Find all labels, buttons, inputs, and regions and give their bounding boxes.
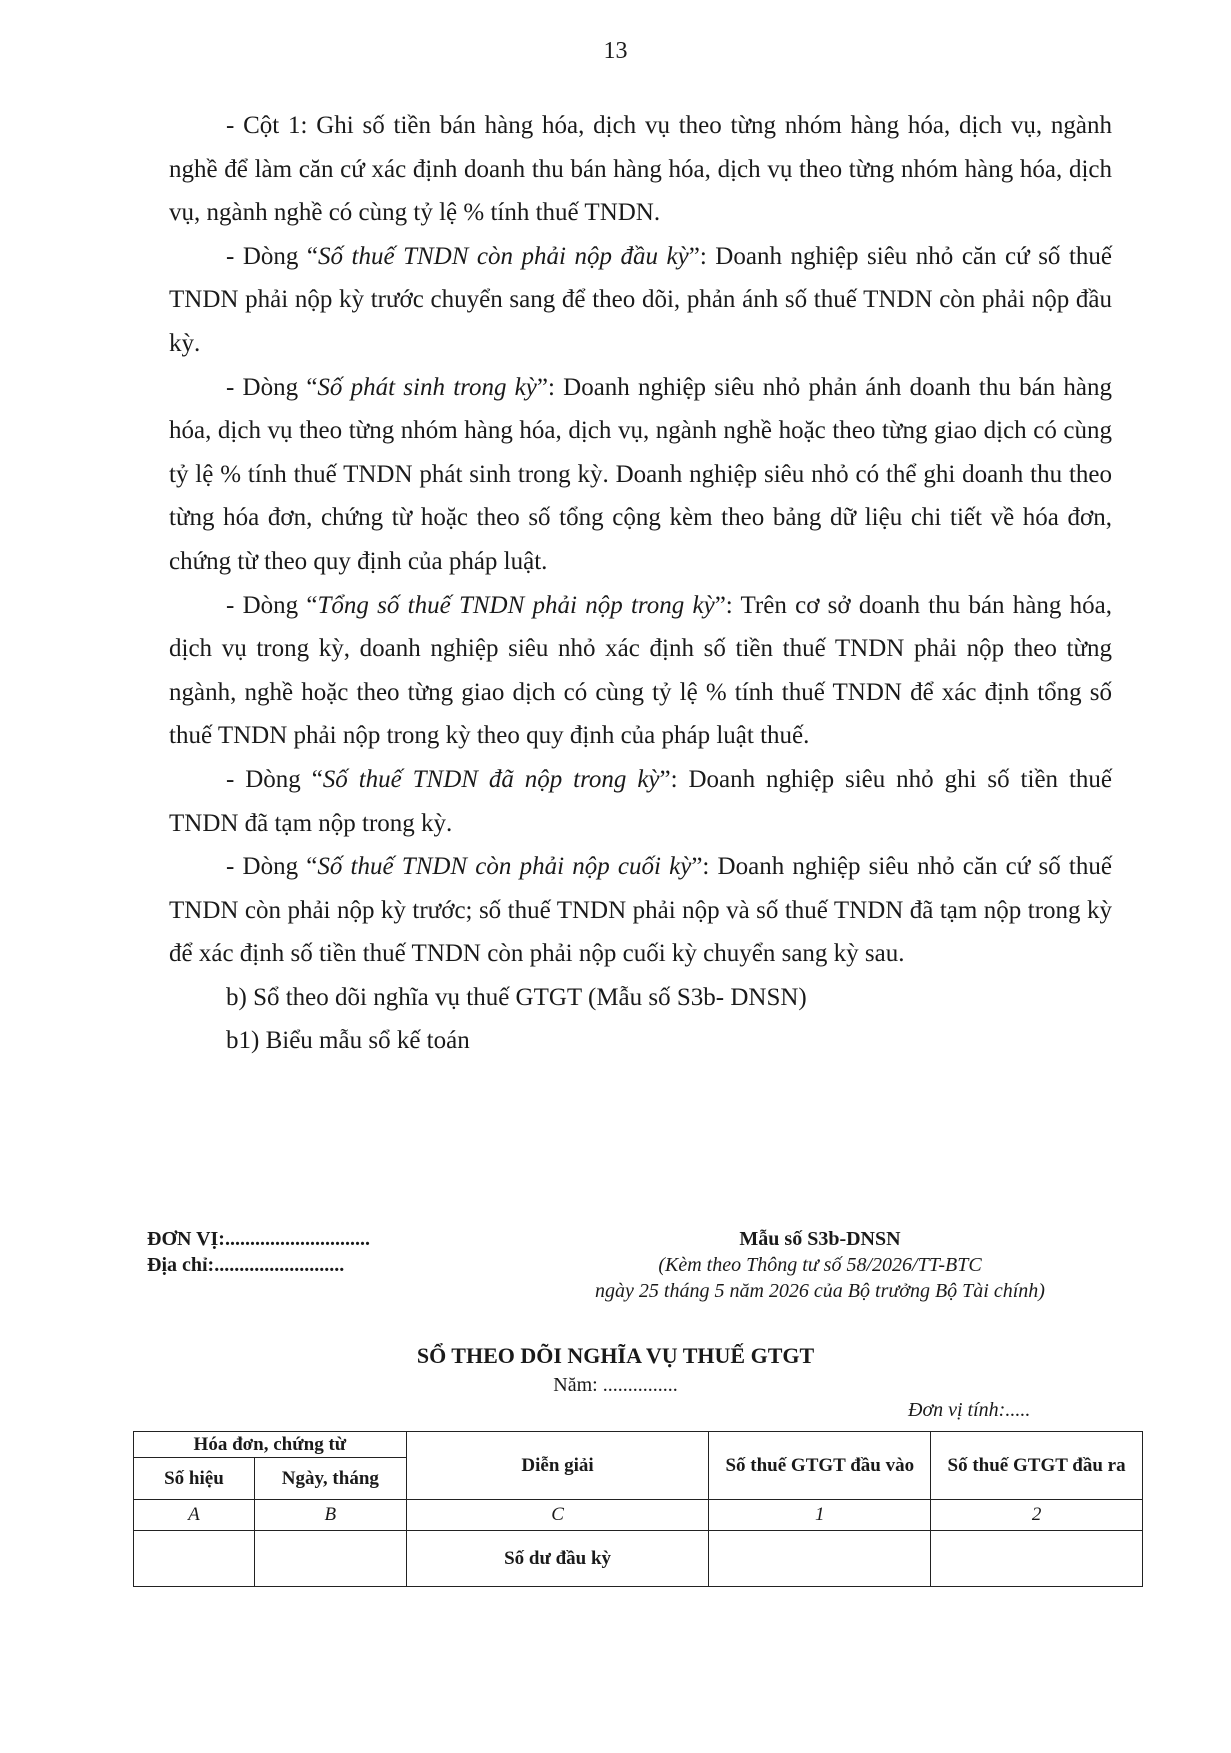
instruction-text (169, 104, 1112, 1063)
unit-of-measure: Đơn vị tính:..... (908, 1399, 1031, 1421)
header-input-vat: Số thuế GTGT đầu vào (709, 1432, 931, 1500)
header-description: Diễn giải (406, 1432, 709, 1500)
entity-info (147, 1226, 370, 1278)
table-row (134, 1531, 1143, 1587)
vat-ledger-table (133, 1431, 1143, 1587)
form-code: Mẫu số S3b-DNSN (739, 1228, 901, 1250)
column-code-1: 1 (709, 1500, 931, 1531)
paragraph-section-b1: b1) Biểu mẫu sổ kế toán (226, 1027, 470, 1055)
paragraph-tax-paid: - Dòng “Số thuế TNDN đã nộp trong kỳ”: Doanh nghiệp siêu nhỏ ghi số tiền thuế TNDN đã tạm nộp trong kỳ. (169, 765, 1112, 837)
column-code-b: B (254, 1500, 406, 1531)
address-line: Địa chỉ:.......................... (147, 1254, 345, 1276)
header-invoice-group: Hóa đơn, chứng từ (134, 1432, 407, 1458)
header-doc-date: Ngày, tháng (254, 1458, 406, 1500)
column-code-2: 2 (931, 1500, 1143, 1531)
form-reference (520, 1226, 1120, 1304)
circular-reference: (Kèm theo Thông tư số 58/2026/TT-BTC (658, 1254, 982, 1276)
header-doc-number: Số hiệu (134, 1458, 255, 1500)
paragraph-opening-tax: - Dòng “Số thuế TNDN còn phải nộp đầu kỳ”: Doanh nghiệp siêu nhỏ căn cứ số thuế TNDN phải nộp kỳ trước chuyển sang để theo dõi, phản ánh số thuế TNDN còn phải nộp đầu kỳ. (169, 242, 1112, 357)
ledger-title: SỔ THEO DÕI NGHĨA VỤ THUẾ GTGT (416, 1343, 815, 1368)
paragraph-closing-tax: - Dòng “Số thuế TNDN còn phải nộp cuối kỳ”: Doanh nghiệp siêu nhỏ căn cứ số thuế TNDN còn phải nộp kỳ trước; số thuế TNDN phải nộp và số thuế TNDN đã tạm nộp trong kỳ để xác định số tiền thuế TNDN còn phải nộp cuối kỳ chuyển sang kỳ sau. (169, 853, 1112, 968)
unit-line: ĐƠN VỊ:............................. (147, 1228, 370, 1250)
cell-empty (931, 1531, 1143, 1587)
paragraph-total-tax: - Dòng “Tổng số thuế TNDN phải nộp trong kỳ”: Trên cơ sở doanh thu bán hàng hóa, dịch vụ trong kỳ, doanh nghiệp siêu nhỏ xác định số tiền thuế TNDN phải nộp theo từng ngành, nghề hoặc theo từng giao dịch có cùng tỷ lệ % tính thuế TNDN để xác định tổng số thuế TNDN phải nộp trong kỳ theo quy định của pháp luật thuế. (169, 591, 1113, 750)
circular-date: ngày 25 tháng 5 năm 2026 của Bộ trưởng Bộ Tài chính) (595, 1280, 1045, 1302)
opening-balance-label: Số dư đầu kỳ (406, 1531, 709, 1587)
paragraph-section-b: b) Sổ theo dõi nghĩa vụ thuế GTGT (Mẫu số S3b- DNSN) (226, 983, 807, 1011)
cell-empty (134, 1531, 255, 1587)
ledger-year: Năm: ............... (553, 1374, 678, 1396)
cell-empty (254, 1531, 406, 1587)
header-output-vat: Số thuế GTGT đầu ra (931, 1432, 1143, 1500)
column-code-c: C (406, 1500, 709, 1531)
page-number: 13 (603, 38, 628, 64)
column-code-a: A (134, 1500, 255, 1531)
paragraph-column-1: - Cột 1: Ghi số tiền bán hàng hóa, dịch vụ theo từng nhóm hàng hóa, dịch vụ, ngành nghề để làm căn cứ xác định doanh thu bán hàng hóa, dịch vụ theo từng nhóm hàng hóa, dịch vụ, ngành nghề có cùng tỷ lệ % tính thuế TNDN. (169, 112, 1112, 227)
paragraph-period-amount: - Dòng “Số phát sinh trong kỳ”: Doanh nghiệp siêu nhỏ phản ánh doanh thu bán hàng hóa, dịch vụ theo từng nhóm hàng hóa, dịch vụ, ngành nghề hoặc theo từng giao dịch có cùng tỷ lệ % tính thuế TNDN phát sinh trong kỳ. Doanh nghiệp siêu nhỏ có thể ghi doanh thu theo từng hóa đơn, chứng từ hoặc theo số tổng cộng kèm theo bảng dữ liệu chi tiết về hóa đơn, chứng từ theo quy định của pháp luật. (169, 373, 1113, 575)
cell-empty (709, 1531, 931, 1587)
